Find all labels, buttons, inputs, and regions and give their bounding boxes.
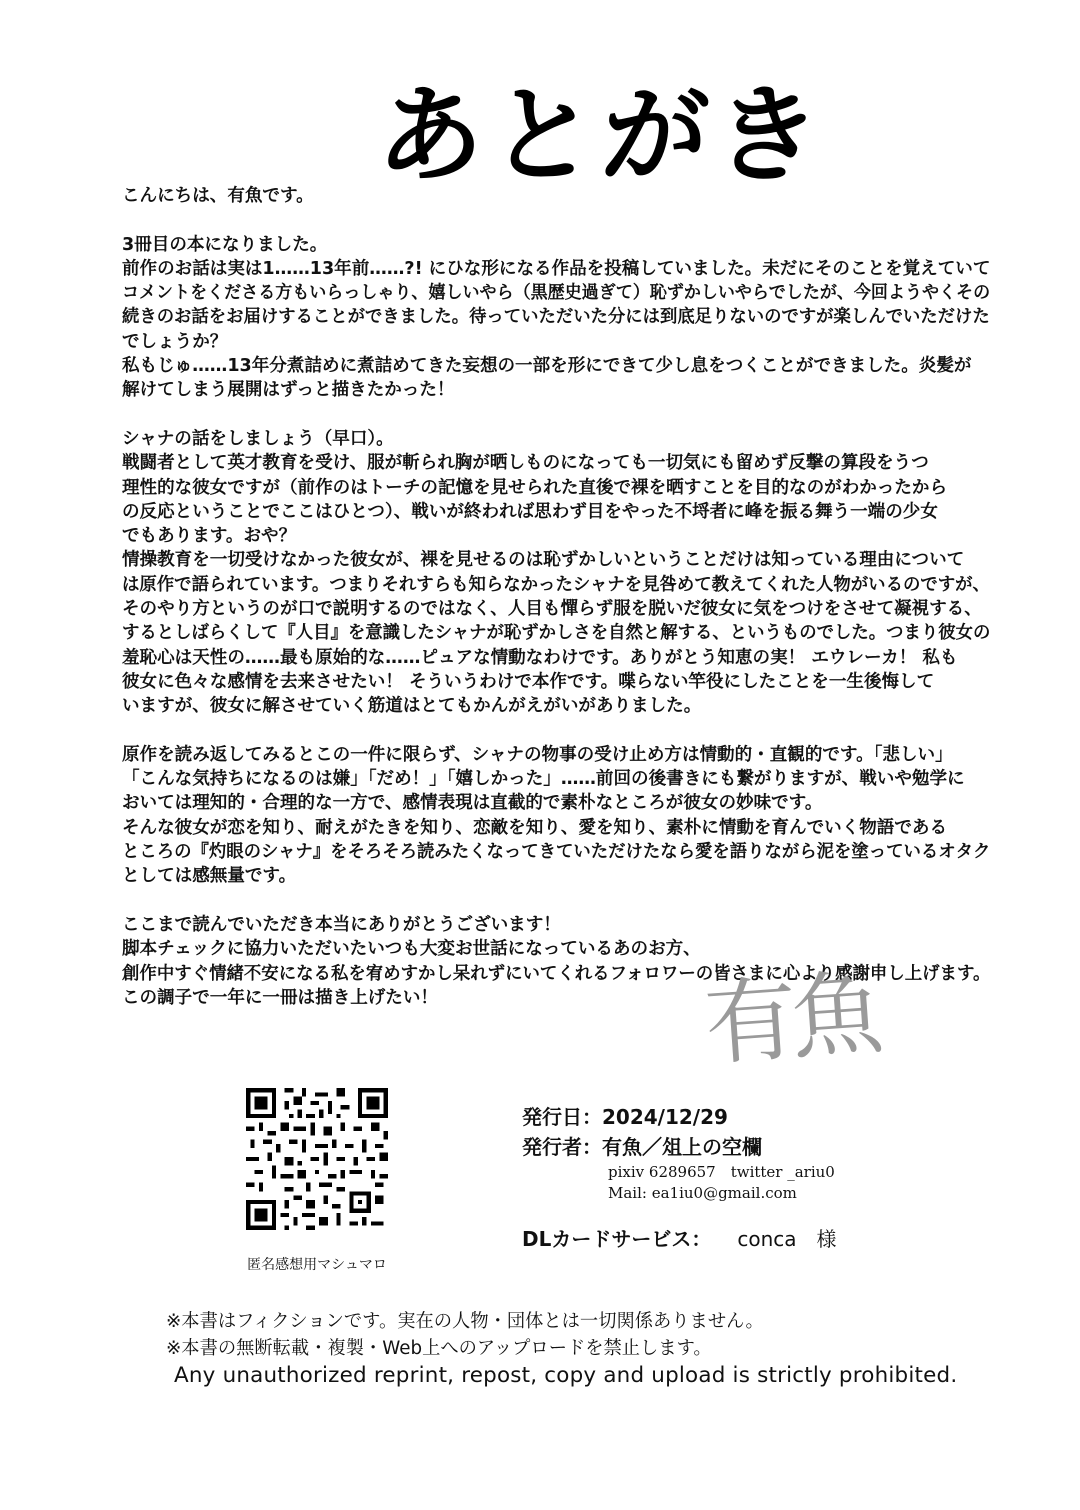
issue-date-label: 発行日： <box>522 1105 602 1129</box>
dl-card-value: conca 様 <box>737 1227 837 1251</box>
body-line: そのやり方というのが口で説明するのではなく、人目も憚らず服を脱いだ彼女に気をつけをさせて凝視する、 <box>122 599 982 620</box>
body-line: 解けてしまう展開はずっと描きたかった！ <box>122 380 455 401</box>
paragraph-gap <box>122 403 992 427</box>
body-line: は原作で語られています。つまりそれすらも知らなかったシャナを見咎めて教えてくれた人物がいるのですが、 <box>122 574 990 595</box>
body-line: 前作のお話は実は1……13年前……?! にひな形になる作品を投稿していました。未だにそのことを覚えていて <box>122 258 991 279</box>
body-line: この調子で一年に一冊は描き上げたい！ <box>122 987 438 1008</box>
body-line: 私もじゅ……13年分煮詰めに煮詰めてきた妄想の一部を形にできて少し息をつくことができました。炎髪が <box>122 356 972 377</box>
body-line: 戦闘者として英才教育を受け、服が斬られ胸が晒しものになっても一切気にも留めず反撃の算段をうつ <box>122 453 929 474</box>
mail-address: Mail: ea1iu0@gmail.com <box>608 1184 797 1202</box>
dl-card-label: DLカードサービス： <box>522 1227 712 1251</box>
fiction-notice: ※本書はフィクションです。実在の人物・団体とは一切関係ありません。 <box>166 1311 764 1332</box>
issue-date: 2024/12/29 <box>602 1105 728 1129</box>
body-line: ところの『灼眼のシャナ』をそろそろ読みたくなってきていただけたなら愛を語りながら泥を塗っているオタク <box>122 842 991 863</box>
colophon <box>522 1102 942 1254</box>
body-line: するとしばらくして『人目』を意識したシャナが恥ずかしさを自然と解する、というものでした。つまり彼女の <box>122 623 991 644</box>
body-line: でもあります。おや？ <box>122 526 297 547</box>
paragraph-gap <box>122 889 992 913</box>
repost-notice-english: Any unauthorized reprint, repost, copy and upload is strictly prohibited. <box>174 1363 958 1388</box>
paragraph-gap <box>122 719 992 743</box>
body-line: でしょうか？ <box>122 331 228 352</box>
body-line: としては感無量です。 <box>122 866 297 887</box>
body-line: 創作中すぐ情緒不安になる私を宥めすかし呆れずにいてくれるフォロワーの皆さまに心より感謝申し上げます。 <box>122 963 991 984</box>
body-line: 情操教育を一切受けなかった彼女が、裸を見せるのは恥ずかしいということだけは知っている理由について <box>122 550 965 571</box>
body-line: 理性的な彼女ですが（前作のはトーチの記憶を見せられた直後で裸を晒すことを目的なのがわかったから <box>122 477 948 498</box>
social-accounts: pixiv 6289657 twitter _ariu0 <box>608 1163 835 1181</box>
body-line: 脚本チェックに協力いただいたいつも大変お世話になっているあのお方、 <box>122 939 701 960</box>
body-line: いますが、彼女に解させていく筋道はとてもかんがえがいがありました。 <box>122 696 702 717</box>
body-line: シャナの話をしましょう（早口）。 <box>122 428 394 449</box>
publisher-name: 有魚／俎上の空欄 <box>602 1135 762 1159</box>
afterword-body <box>122 184 992 1010</box>
qr-code[interactable] <box>246 1088 388 1230</box>
body-line: おいては理知的・合理的な一方で、感情表現は直截的で素朴なところが彼女の妙味です。 <box>122 793 823 814</box>
body-line: 「こんな気持ちになるのは嫌」「だめ！」「嬉しかった」……前回の後書きにも繋がりますが、戦いや勉学に <box>122 769 965 790</box>
issue-date-row <box>522 1102 942 1132</box>
body-line: コメントをくださる方もいらっしゃり、嬉しいやら（黒歴史過ぎて）恥ずかしいやらでしたが、今回ようやくその <box>122 283 991 304</box>
body-line: 彼女に色々な感情を去来させたい！ そういうわけで本作です。喋らない竿役にしたことを一生後悔して <box>122 671 935 692</box>
legal-notes <box>166 1308 966 1390</box>
repost-notice: ※本書の無断転載・複製・Web上へのアップロードを禁止します。 <box>166 1338 712 1359</box>
publisher-label: 発行者： <box>522 1135 602 1159</box>
qr-caption: 匿名感想用マシュマロ <box>247 1257 387 1273</box>
body-line: 続きのお話をお届けすることができました。待っていただいた分には到底足りないのですが楽しんでいただけた <box>122 307 990 328</box>
dl-card-row <box>522 1224 942 1254</box>
body-line: ここまで読んでいただき本当にありがとうございます！ <box>122 914 561 935</box>
publisher-row <box>522 1132 942 1162</box>
page-title: あとがき <box>373 74 831 197</box>
body-line: そんな彼女が恋を知り、耐えがたきを知り、恋敵を知り、愛を知り、素朴に情動を育んでいく物語である <box>122 817 948 838</box>
author-signature: 有魚 <box>701 959 881 1079</box>
body-line: 3冊目の本になりました。 <box>122 234 328 255</box>
body-line: こんにちは、有魚です。 <box>122 186 314 206</box>
body-line: 原作を読み返してみるとこの一件に限らず、シャナの物事の受け止め方は情動的・直観的です。「悲しい」 <box>122 744 953 765</box>
body-line: の反応ということでここはひとつ）、戦いが終われば思わず目をやった不埒者に峰を振る舞う一端の少女 <box>122 501 938 522</box>
paragraph-gap <box>122 208 992 232</box>
body-line: 羞恥心は天性の……最も原始的な……ピュアな情動なわけです。ありがとう知恵の実！ エウレーカ！ 私も <box>122 647 958 668</box>
